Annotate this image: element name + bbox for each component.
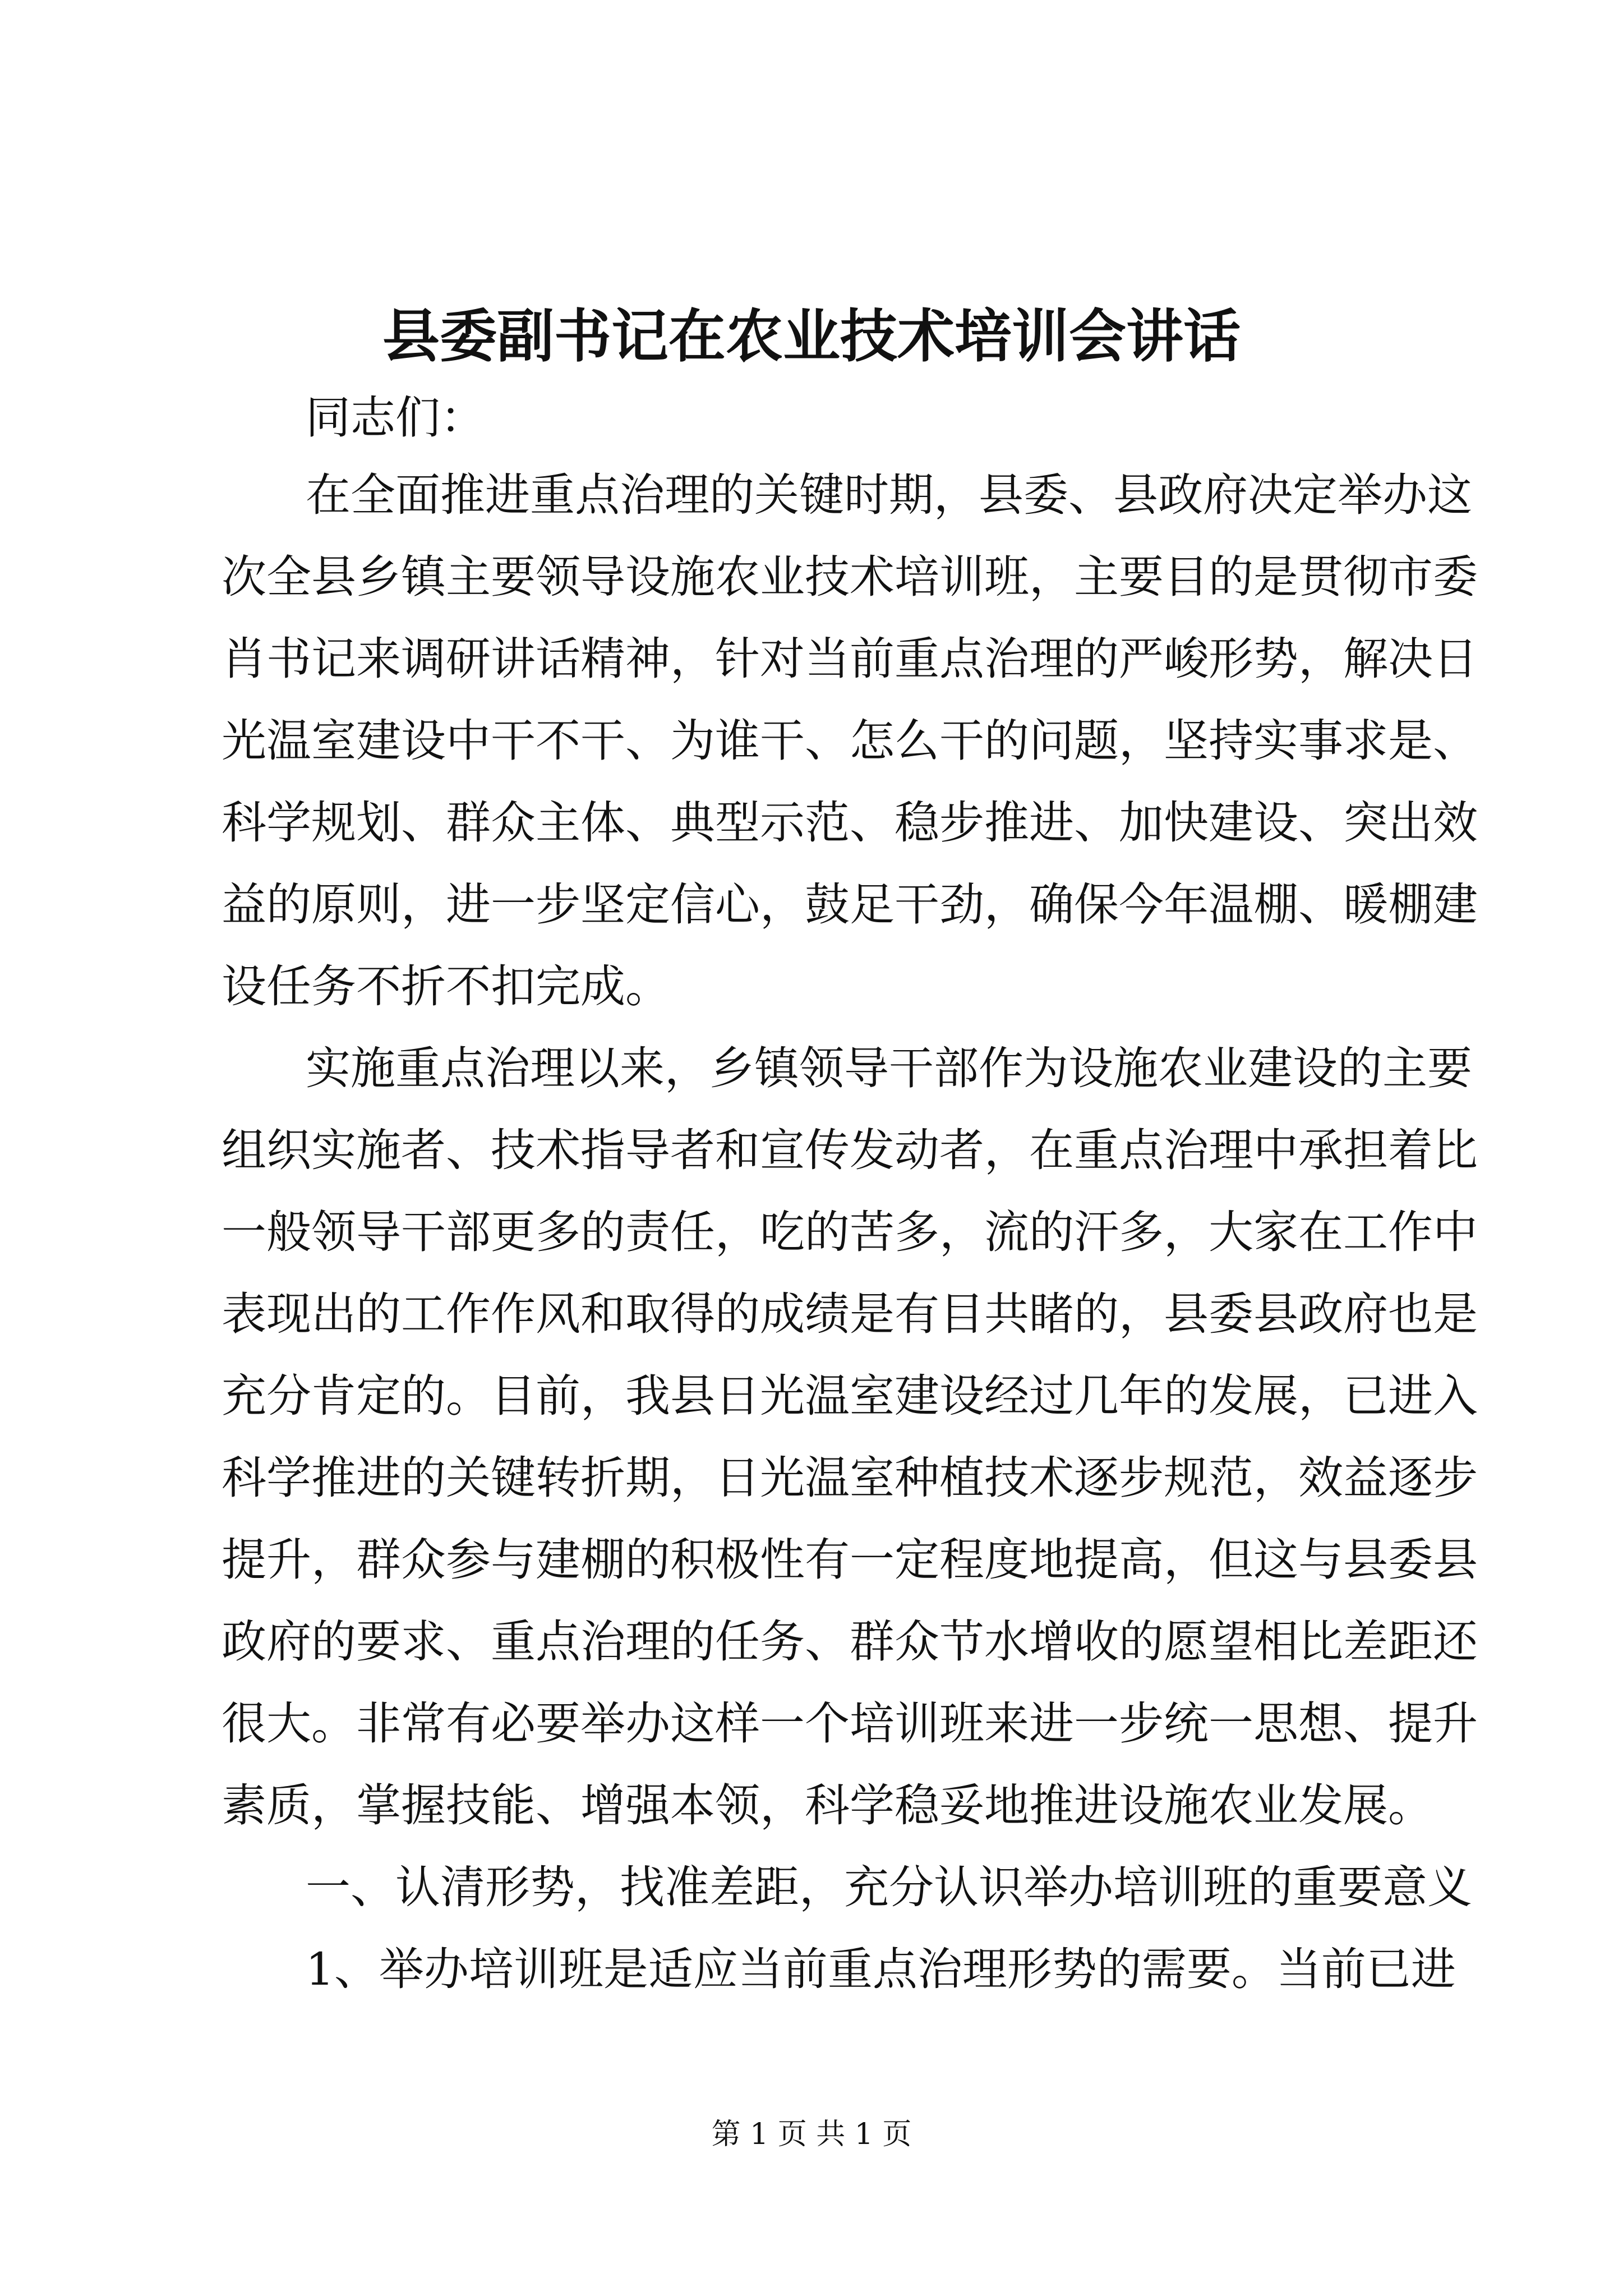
paragraph-line: 一般领导干部更多的责任，吃的苦多，流的汗多，大家在工作中 [222,1206,1478,1258]
document-body [222,381,1478,2010]
paragraph-line: 在全面推进重点治理的关键时期，县委、县政府决定举办这 [306,469,1472,521]
page-footer: 第 1 页 共 1 页 [711,2118,912,2151]
salutation: 同志们： [306,392,485,444]
paragraph-line: 实施重点治理以来，乡镇领导干部作为设施农业建设的主要 [306,1042,1472,1094]
paragraph-line: 表现出的工作作风和取得的成绩是有目共睹的，县委县政府也是 [222,1288,1478,1340]
paragraph-line: 政府的要求、重点治理的任务、群众节水增收的愿望相比差距还 [222,1616,1478,1668]
document-title: 县委副书记在农业技术培训会讲话 [382,303,1241,370]
paragraph-line: 组织实施者、技术指导者和宣传发动者，在重点治理中承担着比 [222,1124,1478,1176]
paragraph-line: 素质，掌握技能、增强本领，科学稳妥地推进设施农业发展。 [222,1779,1433,1832]
paragraph-line: 科学推进的关键转折期，日光温室种植技术逐步规范，效益逐步 [222,1452,1478,1504]
paragraph-line: 科学规划、群众主体、典型示范、稳步推进、加快建设、突出效 [222,797,1478,849]
paragraph-line: 设任务不折不扣完成。 [222,960,670,1013]
paragraph-line: 益的原则，进一步坚定信心，鼓足干劲，确保今年温棚、暖棚建 [222,878,1478,931]
paragraph-line: 光温室建设中干不干、为谁干、怎么干的问题，坚持实事求是、 [222,715,1478,767]
paragraph-line: 充分肯定的。目前，我县日光温室建设经过几年的发展，已进入 [222,1370,1478,1422]
paragraph-line: 肖书记来调研讲话精神，针对当前重点治理的严峻形势，解决日 [222,633,1478,685]
paragraph-line: 次全县乡镇主要领导设施农业技术培训班，主要目的是贯彻市委 [222,551,1478,603]
paragraph-line: 很大。非常有必要举办这样一个培训班来进一步统一思想、提升 [222,1697,1478,1750]
paragraph-line: 提升，群众参与建棚的积极性有一定程度地提高，但这与县委县 [222,1534,1478,1586]
section-heading: 一、认清形势，找准差距，充分认识举办培训班的重要意义 [306,1861,1472,1913]
paragraph-line: 1、举办培训班是适应当前重点治理形势的需要。当前已进 [306,1943,1456,1995]
